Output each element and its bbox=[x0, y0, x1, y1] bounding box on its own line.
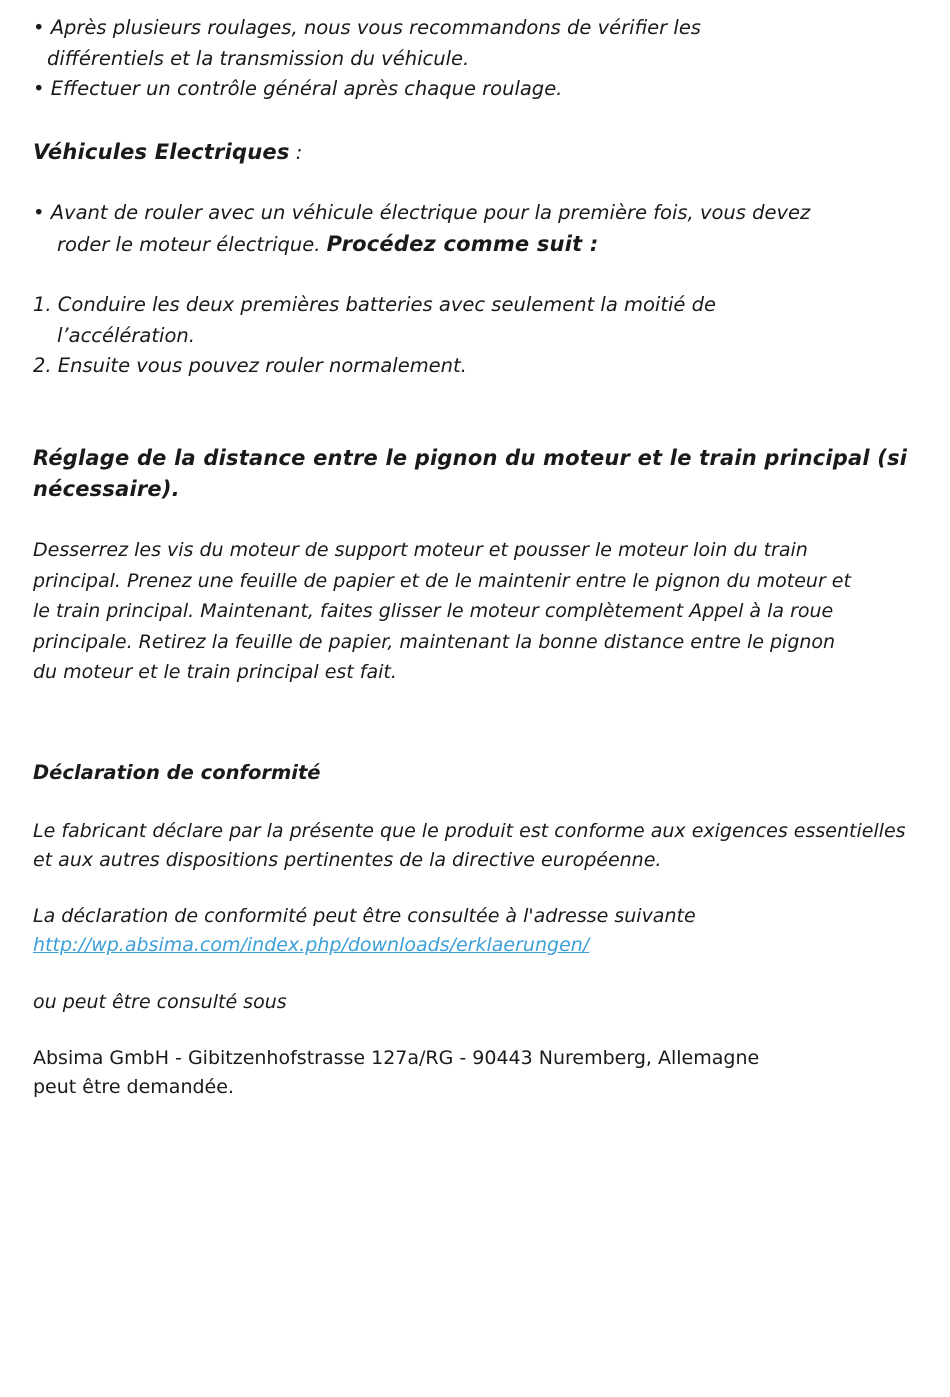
adjustment-para-line-1: Desserrez les vis du moteur de support moteur et pousser le moteur loin du train bbox=[33, 539, 808, 561]
adjustment-para-line-3: le train principal. Maintenant, faites glisser le moteur complètement Appel à la roue bbox=[33, 600, 834, 622]
electric-bullet-line-2 bbox=[33, 229, 810, 261]
adjustment-para-line-4: principale. Retirez la feuille de papier, maintenant la bonne distance entre le pignon bbox=[33, 630, 836, 653]
intro-bullet-1-line-2: différentiels et la transmission du véhicule. bbox=[47, 46, 470, 70]
electric-bullet-line-1: • Avant de rouler avec un véhicule électrique pour la première fois, vous devez bbox=[33, 201, 811, 224]
adjustment-paragraph bbox=[33, 535, 851, 688]
conformity-para1-line-2: et aux autres dispositions pertinentes de la directive européenne. bbox=[33, 849, 662, 871]
step-2: 2. Ensuite vous pouvez rouler normalement. bbox=[33, 354, 467, 377]
electric-bullet bbox=[33, 198, 810, 260]
address-line-2: peut être demandée. bbox=[33, 1076, 234, 1098]
electric-heading-suffix: : bbox=[289, 141, 303, 164]
electric-bullet-line-2-text: roder le moteur électrique. bbox=[57, 232, 327, 256]
adjustment-heading-line-1: Réglage de la distance entre le pignon du moteur et le train principal (si bbox=[33, 446, 908, 470]
adjustment-heading-line-2: nécessaire). bbox=[33, 476, 180, 501]
conformity-para1-line-1: Le fabricant déclare par la présente que le produit est conforme aux exigences essentielles bbox=[33, 820, 906, 842]
step-1-line-2: l’accélération. bbox=[57, 323, 195, 347]
electric-heading bbox=[33, 137, 302, 169]
conformity-paragraph-3: ou peut être consulté sous bbox=[33, 991, 287, 1013]
conformity-heading: Déclaration de conformité bbox=[33, 761, 321, 784]
step-1-line-1: 1. Conduire les deux premières batteries avec seulement la moitié de bbox=[33, 293, 716, 316]
adjustment-heading bbox=[33, 443, 907, 504]
adjustment-para-line-5: du moteur et le train principal est fait. bbox=[33, 661, 397, 683]
electric-steps-list bbox=[33, 290, 716, 382]
company-address bbox=[33, 1044, 759, 1102]
address-line-1: Absima GmbH - Gibitzenhofstrasse 127a/RG - 90443 Nuremberg, Allemagne bbox=[33, 1047, 760, 1069]
intro-bullet-1-line-1: • Après plusieurs roulages, nous vous recommandons de vérifier les bbox=[33, 16, 701, 39]
electric-heading-text: Véhicules Electriques bbox=[33, 140, 290, 164]
conformity-para2-line-1: La déclaration de conformité peut être consultée à l'adresse suivante bbox=[33, 905, 696, 927]
intro-bullet-list bbox=[33, 13, 701, 105]
intro-bullet-2: • Effectuer un contrôle général après chaque roulage. bbox=[33, 77, 563, 100]
conformity-download-link[interactable]: http://wp.absima.com/index.php/downloads/erklaerungen/ bbox=[33, 934, 590, 956]
adjustment-para-line-2: principal. Prenez une feuille de papier et de le maintenir entre le pignon du moteur et bbox=[33, 569, 851, 592]
conformity-paragraph-2 bbox=[33, 902, 696, 960]
electric-bullet-line-2-bold: Procédez comme suit : bbox=[326, 231, 599, 256]
conformity-paragraph-1 bbox=[33, 817, 906, 875]
